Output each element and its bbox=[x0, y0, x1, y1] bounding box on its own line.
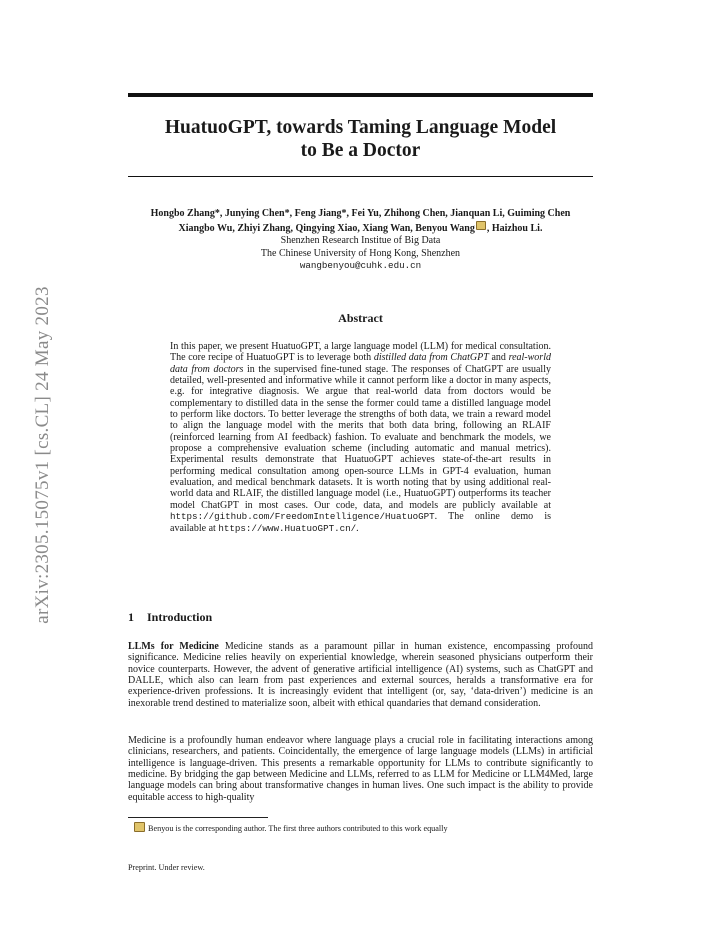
title-line-1: HuatuoGPT, towards Taming Language Model bbox=[164, 117, 557, 138]
abstract-heading: Abstract bbox=[338, 311, 383, 325]
footnote bbox=[134, 822, 448, 834]
paragraph-run-in-heading: LLMs for Medicine bbox=[128, 641, 219, 652]
section-heading bbox=[128, 610, 212, 625]
preprint-note: Preprint. Under review. bbox=[128, 863, 205, 872]
title-top-rule bbox=[128, 93, 593, 97]
title-bottom-rule bbox=[128, 176, 593, 177]
author-block bbox=[128, 208, 593, 273]
abstract-emphasis: real-world data from doctors bbox=[170, 352, 551, 375]
demo-link[interactable]: https://www.HuatuoGPT.cn/ bbox=[218, 522, 357, 534]
affiliation-1: Shenzhen Research Institue of Big Data bbox=[280, 235, 441, 246]
abstract-part: and bbox=[488, 352, 509, 364]
affiliation-2: The Chinese University of Hong Kong, Shenzhen bbox=[260, 247, 461, 259]
abstract-emphasis: distilled data from ChatGPT bbox=[373, 352, 489, 364]
author-email: wangbenyou@cuhk.edu.cn bbox=[299, 260, 422, 271]
abstract-text bbox=[170, 341, 551, 534]
section-title: Introduction bbox=[147, 610, 213, 624]
author-line-2 bbox=[128, 221, 593, 236]
author-line-1: Hongbo Zhang*, Junying Chen*, Feng Jiang*, Fei Yu, Zhihong Chen, Jianquan Li, Guiming Chen bbox=[150, 208, 571, 219]
paragraph-text: Medicine stands as a paramount pillar in human existence, encompassing profound significance. Medicine relies heavily on experiential knowledge, wherein seasoned physicians outperform their novice counterparts. However, the advent of generative artificial intelligence (AI) systems, such as ChatGPT and DALLE, which also can learn from past experiences and external sources, heralds a transformative era for experience-driven professions. It is increasingly evident that intelligent (or, say, ‘data-driven’) medicine is an inexorable trend destined to materialize soon, albeit with ethical quandaries that demand consideration. bbox=[128, 641, 593, 709]
paper-title bbox=[128, 116, 593, 162]
abstract-part: In this paper, we present HuatuoGPT, a large language model (LLM) for medical consultation. The core recipe of HuatuoGPT is to leverage both bbox=[170, 341, 551, 364]
section-number: 1 bbox=[128, 610, 134, 624]
author-names-2b: , Haizhou Li. bbox=[486, 222, 543, 234]
corresponding-author-icon bbox=[134, 822, 145, 832]
abstract-part: in the supervised fine-tuned stage. The responses of ChatGPT are usually detailed, well-presented and informative while it cannot perform like a doctor in many aspects, e.g. for integrative diagnosis. We argue that real-world data from doctors would be complementary to distilled data in the sense the former could tame a distilled language model to perform like doctors. To better leverage the strengths of both data, we train a reward model to align the language model with the merits that both data bring, following an RLAIF (reinforced learning from AI feedback) fashion. To evaluate and benchmark the models, we propose a comprehensive evaluation scheme (including automatic and manual metrics). Experimental results demonstrate that HuatuoGPT achieves state-of-the-art results in performing medical consultation among open-source LLMs in GPT-4 evaluation, human evaluation, and medical benchmark datasets. It is worth noting that by using additional real-world data and RLAIF, the distilled language model (i.e., HuatuoGPT) outperforms its teacher model ChatGPT in most cases. Our code, data, and models are publicly available at bbox=[170, 363, 551, 511]
abstract-part: . The online demo is available at bbox=[170, 511, 551, 534]
intro-paragraph-1 bbox=[128, 641, 593, 709]
abstract-part: . bbox=[356, 522, 359, 534]
author-names-2a: Xiangbo Wu, Zhiyi Zhang, Qingying Xiao, Xiang Wan, Benyou Wang bbox=[178, 222, 475, 234]
corresponding-author-icon bbox=[476, 221, 486, 230]
footnote-rule bbox=[128, 817, 268, 818]
github-link[interactable]: https://github.com/FreedomIntelligence/HuatuoGPT bbox=[170, 511, 435, 523]
title-line-2: to Be a Doctor bbox=[300, 140, 421, 161]
intro-paragraph-2: Medicine is a profoundly human endeavor where language plays a crucial role in facilitating interactions among clinicians, researchers, and patients. Coincidentally, the emergence of large language models (LLMs) in artificial intelligence is language-driven. This presents a remarkable opportunity for LLMs to contribute significantly to medicine. By bridging the gap between Medicine and LLMs, referred to as LLM for Medicine or LLM4Med, large language models can bring about transformative changes in human lives. One such impact is the ability to provide equitable access to high-quality bbox=[128, 735, 593, 803]
arxiv-stamp: arXiv:2305.15075v1 [cs.CL] 24 May 2023 bbox=[32, 286, 53, 624]
footnote-text: Benyou is the corresponding author. The first three authors contributed to this work equally bbox=[148, 824, 448, 833]
